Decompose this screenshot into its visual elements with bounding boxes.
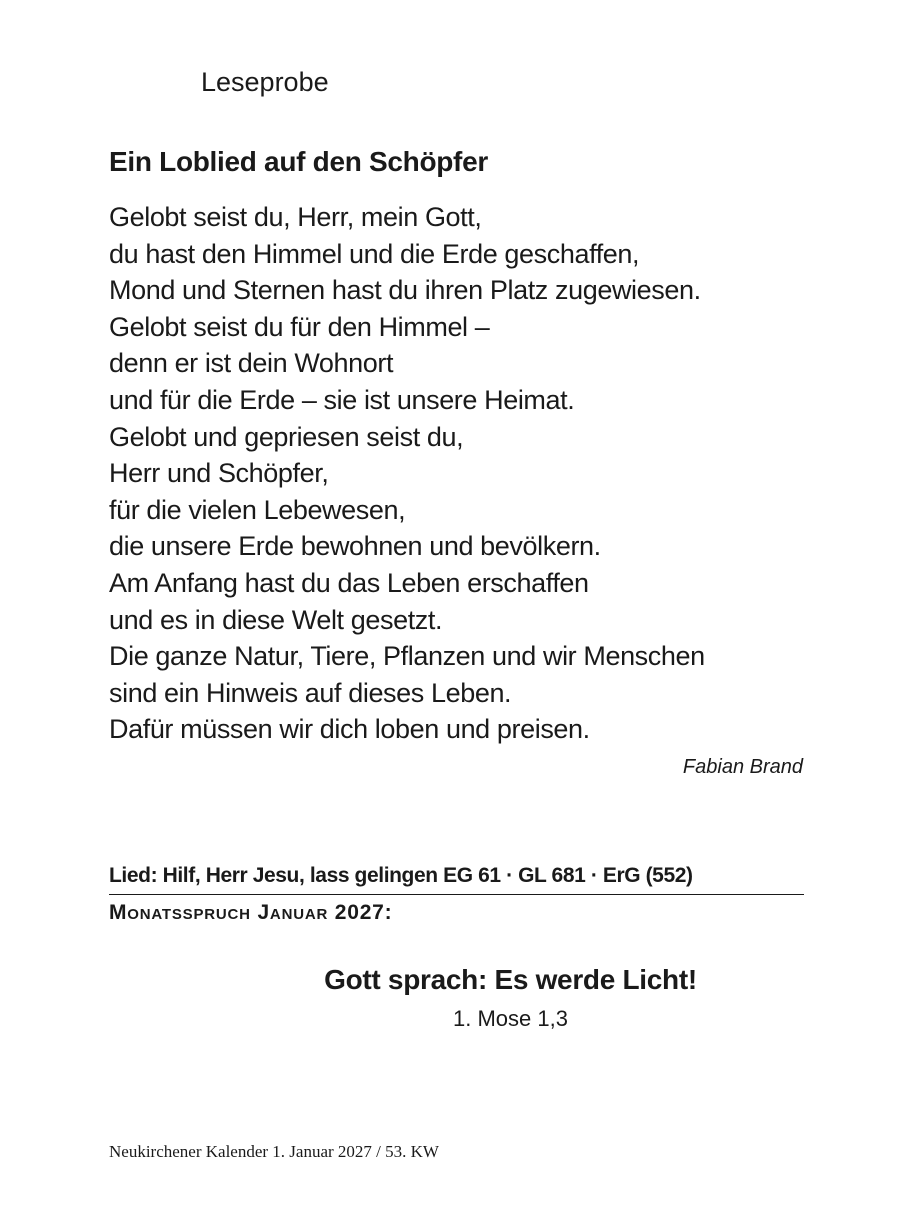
poem-line: Am Anfang hast du das Leben erschaffen [109, 567, 589, 598]
section-divider [109, 894, 804, 895]
poem-line: für die vielen Lebewesen, [109, 494, 406, 525]
poem-text [109, 199, 705, 748]
poem-line: Dafür müssen wir dich loben und preisen. [109, 714, 590, 745]
poem-line: denn er ist dein Wohnort [109, 348, 394, 379]
poem-line: Die ganze Natur, Tiere, Pflanzen und wir Menschen [109, 641, 705, 672]
poem-line: Gelobt und gepriesen seist du, [109, 421, 464, 452]
leseprobe-label: Leseprobe [201, 67, 329, 97]
poem-line: Gelobt seist du für den Himmel – [109, 311, 490, 342]
poem-line: sind ein Hinweis auf dieses Leben. [109, 677, 512, 708]
author-name: Fabian Brand [682, 756, 803, 778]
poem-line: Herr und Schöpfer, [109, 458, 329, 489]
poem-line: und es in diese Welt gesetzt. [109, 604, 443, 635]
monthly-verse-heading: Monatsspruch Januar 2027: [109, 901, 393, 924]
monthly-verse-text: Gott sprach: Es werde Licht! [324, 964, 697, 995]
poem-line: die unsere Erde bewohnen und bevölkern. [109, 531, 601, 562]
poem-line: Mond und Sternen hast du ihren Platz zugewiesen. [109, 275, 701, 306]
song-reference: Lied: Hilf, Herr Jesu, lass gelingen EG 61 · GL 681 · ErG (552) [109, 864, 693, 887]
poem-line: Gelobt seist du, Herr, mein Gott, [109, 202, 482, 232]
page-title: Ein Loblied auf den Schöpfer [109, 146, 488, 177]
page-footer: Neukirchener Kalender 1. Januar 2027 / 53. KW [109, 1142, 439, 1161]
poem-line: du hast den Himmel und die Erde geschaffen, [109, 238, 640, 269]
poem-line: und für die Erde – sie ist unsere Heimat. [109, 384, 575, 415]
monthly-verse-reference: 1. Mose 1,3 [453, 1006, 568, 1031]
